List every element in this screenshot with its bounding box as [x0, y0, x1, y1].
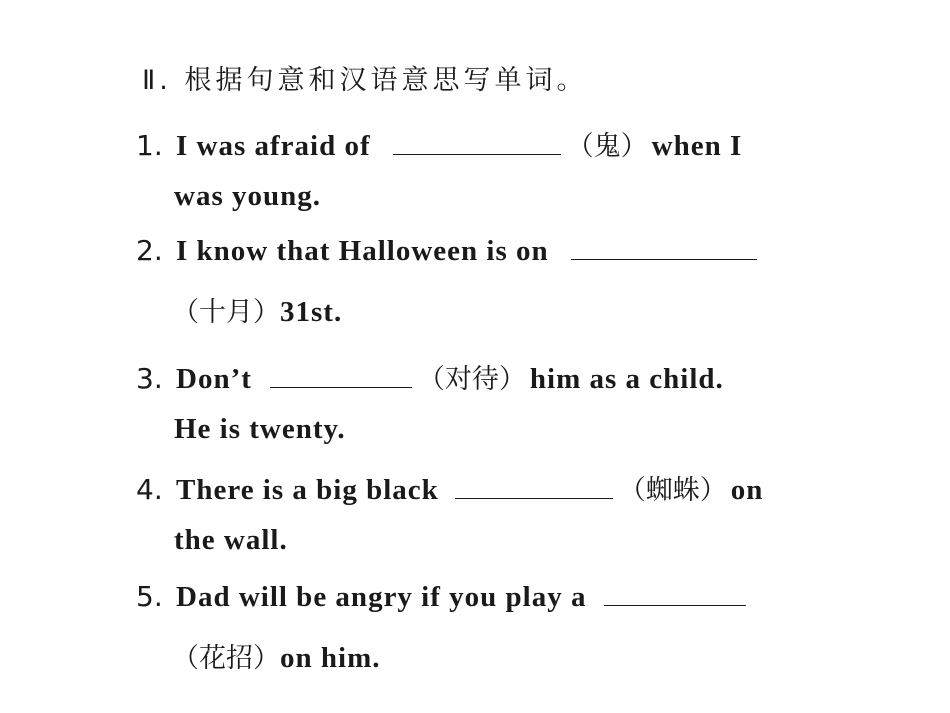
- item-5-line-2: [172, 636, 380, 676]
- section-heading: Ⅱ. 根据句意和汉语意思写单词。: [142, 65, 588, 96]
- item-3-continuation: He is twenty.: [174, 413, 346, 445]
- item-1-line-2: [174, 180, 321, 220]
- item-5-text-after: on him.: [280, 642, 381, 674]
- item-3-line-2: [174, 413, 346, 453]
- item-3-hint: （对待）: [417, 364, 526, 395]
- item-1-text-after: when I: [651, 130, 743, 162]
- item-3-number: 3.: [136, 362, 163, 395]
- item-1-continuation: was young.: [174, 180, 321, 212]
- item-5-blank[interactable]: [604, 581, 746, 606]
- item-2-text-before: I know that Halloween is on: [176, 235, 549, 267]
- item-4-line-1: [136, 468, 763, 508]
- item-4-continuation: the wall.: [174, 524, 288, 556]
- item-3-text-after: him as a child.: [529, 363, 724, 395]
- item-4-line-2: [174, 524, 288, 564]
- item-3-text-before: Don’t: [176, 363, 252, 395]
- item-1-text-before: I was afraid of: [176, 130, 371, 162]
- item-1-hint: （鬼）: [566, 131, 648, 162]
- item-2-text-after: 31st.: [280, 296, 343, 328]
- item-4-blank[interactable]: [455, 474, 613, 499]
- item-5-hint: （花招）: [172, 643, 280, 674]
- item-2-number: 2.: [136, 234, 163, 267]
- item-5-text-before: Dad will be angry if you play a: [176, 581, 587, 613]
- item-2-hint: （十月）: [172, 297, 280, 328]
- item-3-blank[interactable]: [270, 363, 412, 388]
- item-2-blank[interactable]: [571, 235, 757, 260]
- item-4-hint: （蜘蛛）: [618, 475, 727, 506]
- item-1-blank[interactable]: [393, 130, 561, 155]
- item-4-text-before: There is a big black: [176, 474, 439, 506]
- item-1-number: 1.: [136, 129, 163, 162]
- item-5-line-1: [136, 580, 752, 620]
- item-4-text-after: on: [730, 474, 764, 506]
- item-1-line-1: [136, 124, 742, 164]
- item-2-line-1: [136, 234, 763, 274]
- item-4-number: 4.: [136, 473, 163, 506]
- item-5-number: 5.: [136, 580, 163, 613]
- item-3-line-1: [136, 357, 724, 397]
- item-2-line-2: [172, 290, 342, 330]
